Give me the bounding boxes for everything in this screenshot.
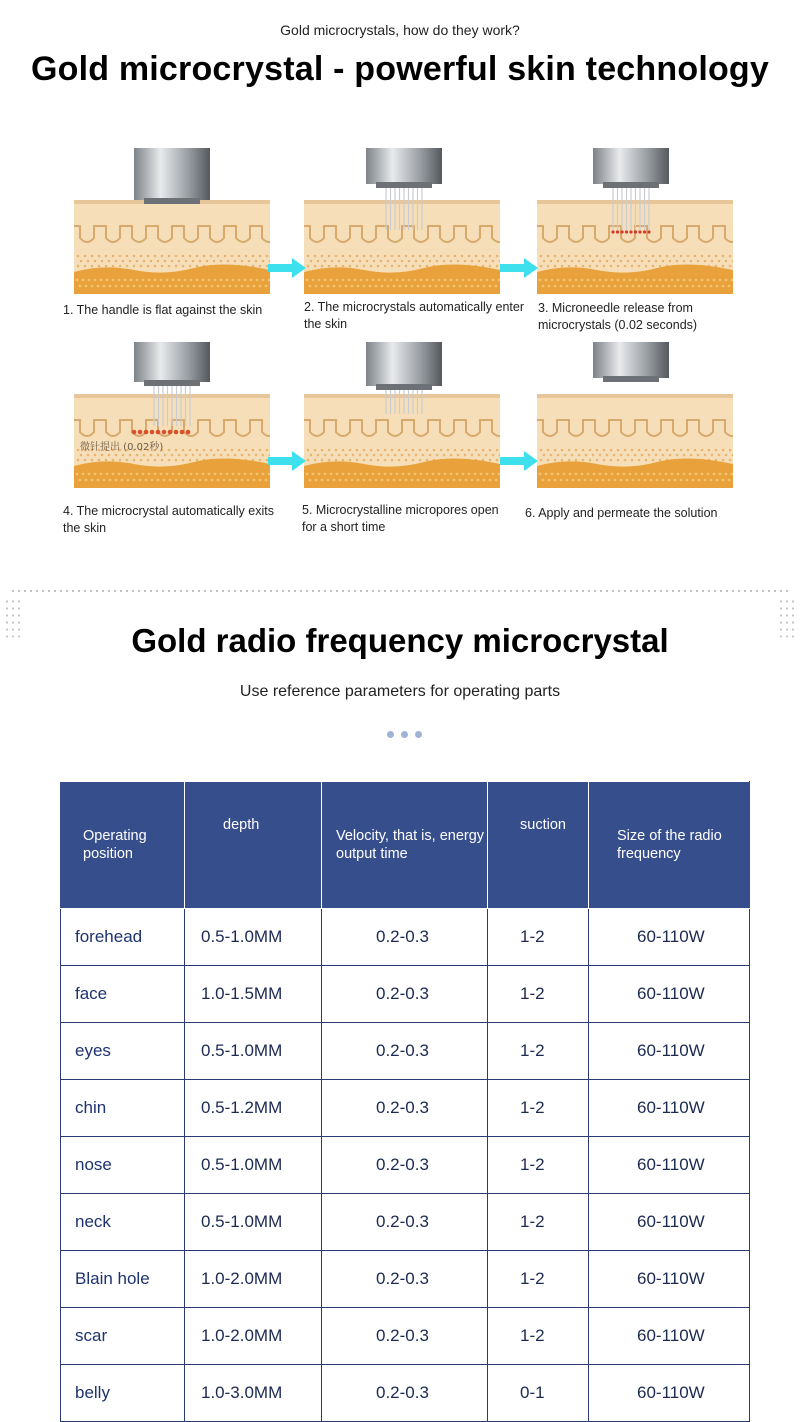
cell-radio-frequency: 60-110W [589,1023,750,1080]
cell-depth: 0.5-1.0MM [185,1137,322,1194]
step-2-caption: 2. The microcrystals automatically enter the skin [304,300,524,331]
header-suction: suction [488,782,589,909]
cell-velocity: 0.2-0.3 [322,1080,488,1137]
cell-depth: 1.0-3.0MM [185,1365,322,1422]
table-header-row [61,782,750,909]
table-row [61,1251,750,1308]
cell-depth: 1.0-2.0MM [185,1308,322,1365]
parameters-table [60,781,750,1422]
cell-suction: 1-2 [488,966,589,1023]
cell-radio-frequency: 60-110W [589,966,750,1023]
decorative-dot [415,731,422,738]
cell-velocity: 0.2-0.3 [322,1194,488,1251]
cell-radio-frequency: 60-110W [589,1194,750,1251]
cell-position: eyes [61,1023,185,1080]
step-6-illustration [537,342,733,488]
page-title: Gold microcrystal - powerful skin technology [30,50,770,88]
table-row [61,909,750,966]
cell-velocity: 0.2-0.3 [322,1365,488,1422]
cell-position: face [61,966,185,1023]
cell-radio-frequency: 60-110W [589,909,750,966]
cell-position: belly [61,1365,185,1422]
step-5-caption: 5. Microcrystalline micropores open for a short time [302,503,499,534]
decorative-dot [387,731,394,738]
cell-velocity: 0.2-0.3 [322,909,488,966]
cell-suction: 1-2 [488,909,589,966]
header-operating-position: Operating position [61,782,185,909]
cell-radio-frequency: 60-110W [589,1137,750,1194]
table-row [61,1194,750,1251]
table-row [61,1080,750,1137]
cell-velocity: 0.2-0.3 [322,1308,488,1365]
step-6-caption: 6. Apply and permeate the solution [525,506,718,520]
skin-diagram [537,148,733,294]
step-1-illustration [74,148,270,294]
cell-radio-frequency: 60-110W [589,1308,750,1365]
cell-velocity: 0.2-0.3 [322,966,488,1023]
cell-suction: 0-1 [488,1365,589,1422]
header-velocity: Velocity, that is, energy output time [322,782,488,909]
arrow-right-icon [268,451,306,471]
cell-velocity: 0.2-0.3 [322,1023,488,1080]
arrow-right-icon [268,258,306,278]
step-3-caption: 3. Microneedle release from microcrystals (0.02 seconds) [538,301,698,332]
cell-suction: 1-2 [488,1080,589,1137]
table-row [61,966,750,1023]
header-depth: depth [185,782,322,909]
cell-position: nose [61,1137,185,1194]
cell-radio-frequency: 60-110W [589,1080,750,1137]
step-5-illustration [304,342,500,488]
cell-suction: 1-2 [488,1194,589,1251]
cell-depth: 0.5-1.0MM [185,909,322,966]
section-subtitle: Use reference parameters for operating parts [239,683,561,700]
table-row [61,1137,750,1194]
table-row [61,1023,750,1080]
skin-diagram [304,148,500,294]
skin-diagram [74,148,270,294]
cell-suction: 1-2 [488,1251,589,1308]
cell-depth: 0.5-1.2MM [185,1080,322,1137]
cell-depth: 1.0-2.0MM [185,1251,322,1308]
page-subtitle: Gold microcrystals, how do they work? [280,22,520,38]
dotted-divider [10,590,790,592]
cell-suction: 1-2 [488,1308,589,1365]
step-4-overlay-label: 微针提出 (0.02秒) [80,442,164,453]
step-3-illustration [537,148,733,294]
cell-position: neck [61,1194,185,1251]
cell-position: forehead [61,909,185,966]
cell-depth: 0.5-1.0MM [185,1194,322,1251]
decorative-dot [401,731,408,738]
cell-position: scar [61,1308,185,1365]
cell-radio-frequency: 60-110W [589,1251,750,1308]
header-radio-frequency: Size of the radio frequency [589,782,750,909]
cell-position: chin [61,1080,185,1137]
cell-suction: 1-2 [488,1023,589,1080]
cell-depth: 0.5-1.0MM [185,1023,322,1080]
cell-velocity: 0.2-0.3 [322,1251,488,1308]
step-1-caption: 1. The handle is flat against the skin [63,303,263,317]
cell-position: Blain hole [61,1251,185,1308]
cell-radio-frequency: 60-110W [589,1365,750,1422]
table-row [61,1308,750,1365]
skin-diagram [74,342,270,488]
section-title: Gold radio frequency microcrystal [131,622,669,659]
table-row [61,1365,750,1422]
cell-velocity: 0.2-0.3 [322,1137,488,1194]
step-2-illustration [304,148,500,294]
arrow-right-icon [500,451,538,471]
cell-depth: 1.0-1.5MM [185,966,322,1023]
cell-suction: 1-2 [488,1137,589,1194]
skin-diagram [304,342,500,488]
step-4-caption: 4. The microcrystal automatically exits the skin [63,504,274,535]
arrow-right-icon [500,258,538,278]
skin-diagram [537,342,733,488]
step-4-illustration [74,342,270,488]
